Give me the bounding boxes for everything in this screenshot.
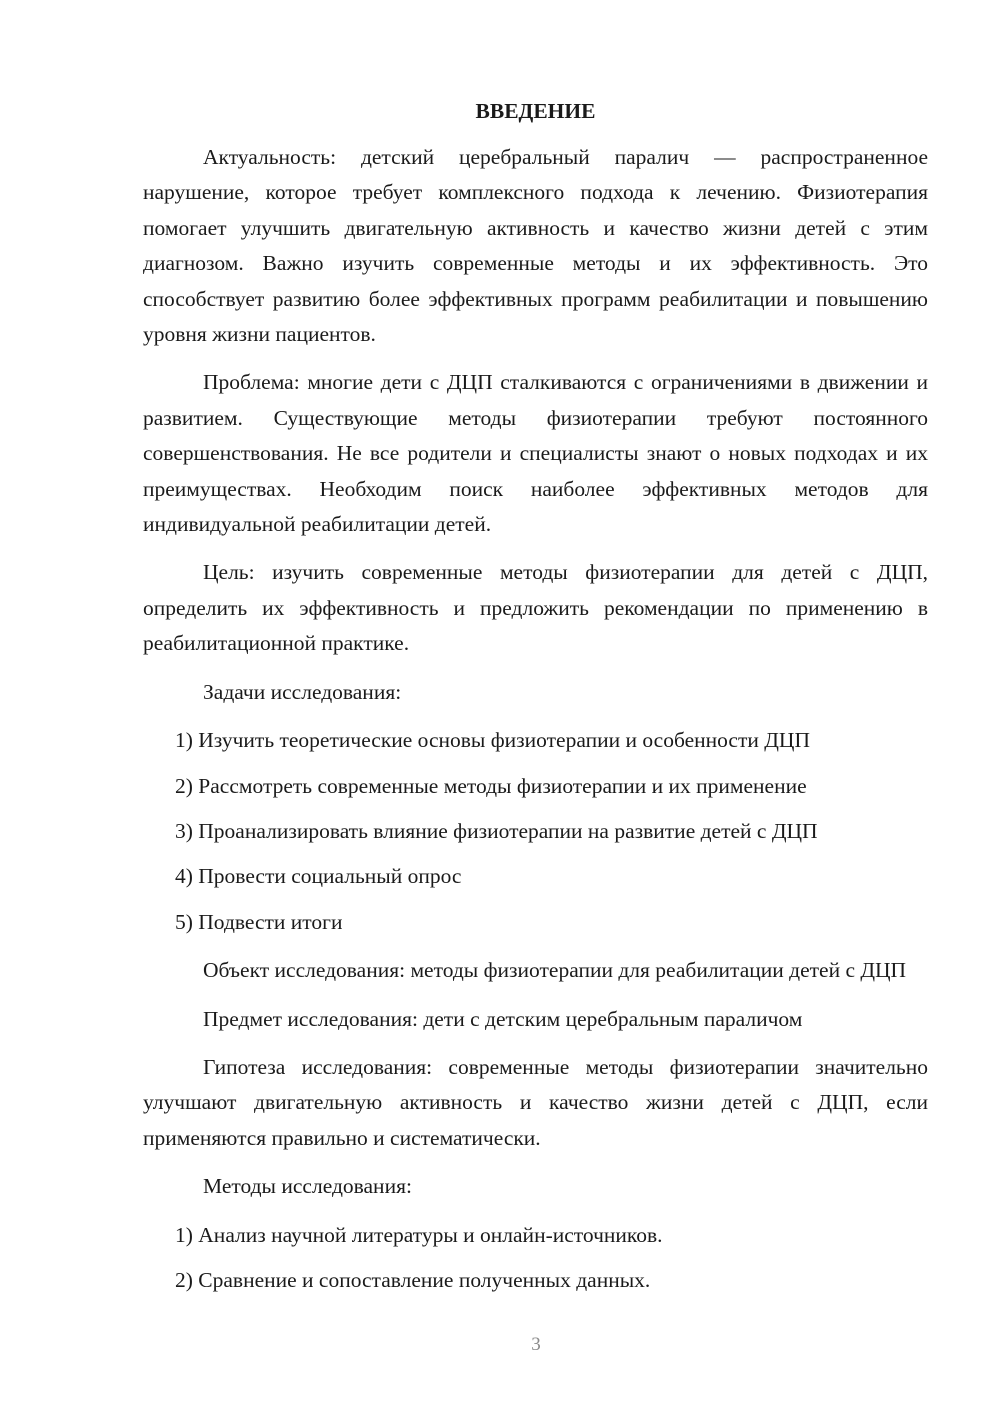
task-item: 1) Изучить теоретические основы физиотерапии и особенности ДЦП: [175, 728, 810, 753]
method-item: 2) Сравнение и сопоставление полученных данных.: [175, 1267, 651, 1292]
page-content: [143, 96, 928, 1311]
tasks-label: Задачи исследования:: [203, 679, 402, 704]
hypothesis-paragraph: Гипотеза исследования: современные методы физиотерапии значительно улучшают двигательную активность и качество жизни детей с ДЦП, если применяются правильно и систематически.: [143, 1054, 928, 1150]
problem-paragraph: Проблема: многие дети с ДЦП сталкиваются с ограничениями в движении и развитием. Существующие методы физиотерапии требуют постоянного совершенствования. Не все родители и специалисты знают о новых подходах и их преимуществах. Необходим поиск наиболее эффективных методов для индивидуальной реабилитации детей.: [143, 370, 928, 537]
relevance-paragraph: Актуальность: детский церебральный паралич — распространенное нарушение, которое требует комплексного подхода к лечению. Физиотерапия помогает улучшить двигательную активность и качество жизни детей с этим диагнозом. Важно изучить современные методы и их эффективность. Это способствует развитию более эффективных программ реабилитации и повышению уровня жизни пациентов.: [143, 145, 928, 347]
task-item: 5) Подвести итоги: [175, 909, 343, 934]
subject-paragraph: Предмет исследования: дети с детским церебральным параличом: [203, 1006, 803, 1031]
object-paragraph: Объект исследования: методы физиотерапии для реабилитации детей с ДЦП: [203, 958, 907, 983]
method-item: 1) Анализ научной литературы и онлайн-источников.: [175, 1222, 663, 1247]
methods-list: [143, 1218, 928, 1299]
section-heading: ВВЕДЕНИЕ: [475, 99, 596, 123]
tasks-list: [143, 723, 928, 940]
methods-label: Методы исследования:: [203, 1174, 412, 1199]
goal-paragraph: Цель: изучить современные методы физиотерапии для детей с ДЦП, определить их эффективность и предложить рекомендации по применению в реабилитационной практике.: [143, 560, 928, 656]
task-item: 3) Проанализировать влияние физиотерапии на развитие детей с ДЦП: [175, 818, 818, 843]
page-number: 3: [531, 1334, 541, 1355]
task-item: 4) Провести социальный опрос: [175, 864, 462, 889]
task-item: 2) Рассмотреть современные методы физиотерапии и их применение: [175, 773, 807, 798]
